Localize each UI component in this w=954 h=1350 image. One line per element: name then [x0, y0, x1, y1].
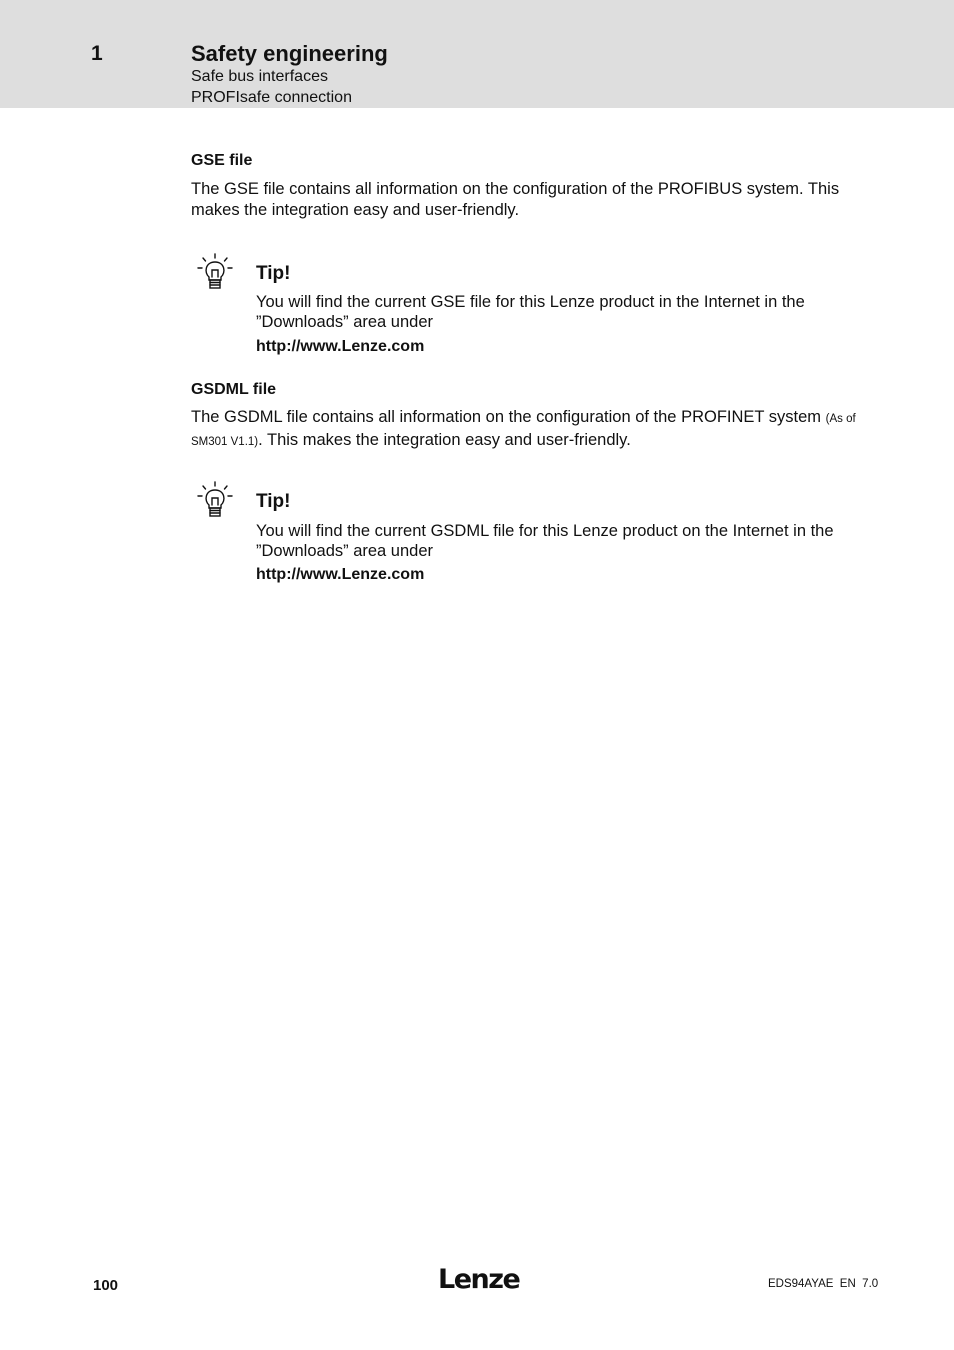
- gse-tip-text: You will find the current GSE file for this Lenze product in the Internet in the ”Downloads” area under: [256, 293, 805, 331]
- gse-paragraph: The GSE file contains all information on the configuration of the PROFIBUS system. This makes the integration easy and user-friendly.: [191, 180, 840, 219]
- section-subtitle: Safe bus interfaces: [191, 68, 328, 85]
- gse-heading: GSE file: [191, 152, 253, 169]
- gse-tip-link[interactable]: http://www.Lenze.com: [256, 338, 425, 355]
- gsdml-text-after: . This makes the integration easy and user-friendly.: [258, 431, 631, 449]
- chapter-title: Safety engineering: [191, 41, 388, 66]
- gsdml-tip-text: You will find the current GSDML file for this Lenze product on the Internet in the ”Downloads” area under: [256, 522, 834, 560]
- gsdml-text-before: The GSDML file contains all information on the configuration of the PROFINET system: [191, 408, 826, 426]
- gsdml-version-note: (As of SM301 V1.1): [191, 413, 856, 448]
- page-number: 100: [93, 1277, 119, 1294]
- gsdml-heading: GSDML file: [191, 381, 277, 398]
- lenze-logo: Lenze: [438, 1264, 520, 1295]
- lightbulb-icon: [196, 253, 234, 291]
- header-band: [0, 0, 954, 108]
- lightbulb-icon: [196, 481, 234, 519]
- gsdml-tip-title: Tip!: [256, 491, 291, 512]
- gsdml-tip-link[interactable]: http://www.Lenze.com: [256, 566, 425, 583]
- chapter-number: 1: [91, 42, 103, 65]
- document-code: EDS94AYAE EN 7.0: [768, 1278, 879, 1290]
- gsdml-paragraph: [191, 407, 871, 453]
- subsection-subtitle: PROFIsafe connection: [191, 89, 352, 106]
- gse-tip-title: Tip!: [256, 263, 291, 284]
